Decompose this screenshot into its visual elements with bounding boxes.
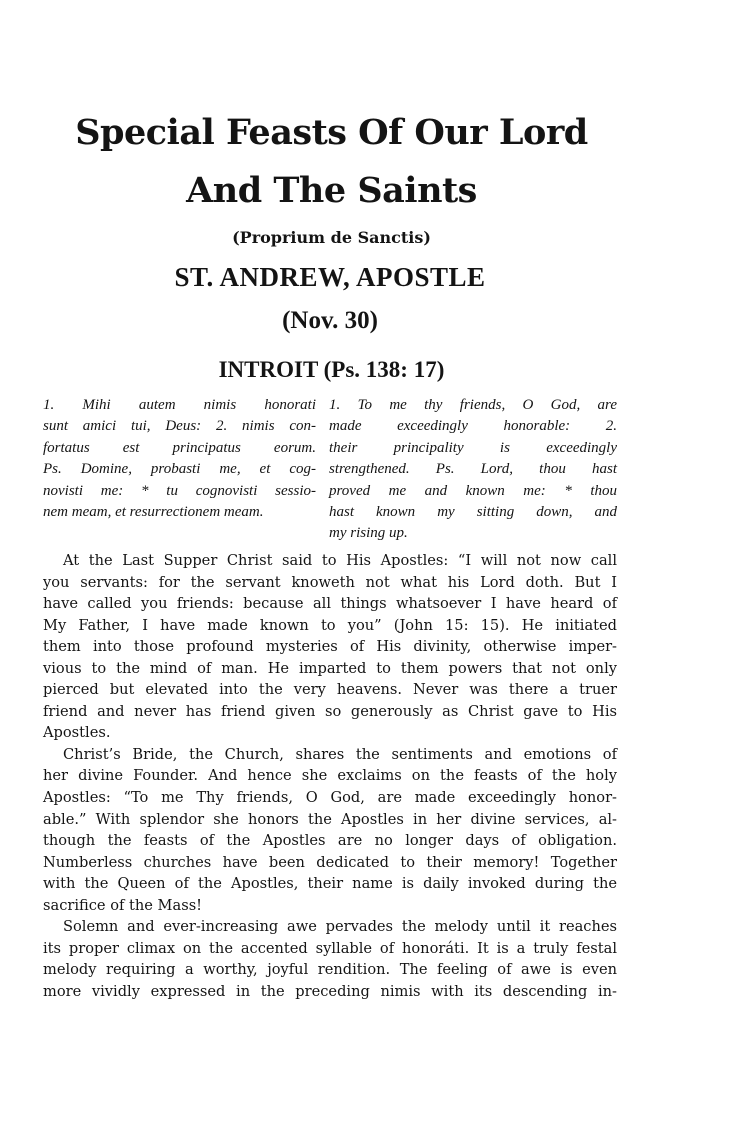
text-line: you servants: for the servant knoweth not what his Lord doth. But I <box>43 573 617 591</box>
text-line: My Father, I have made known to you” (John 15: 15). He initiated <box>43 616 617 634</box>
feast-heading: ST. ANDREW, APOSTLE <box>174 262 486 292</box>
text-line: Apostles: “To me Thy friends, O God, are made exceedingly honor- <box>43 789 617 807</box>
introit-heading: INTROIT (Ps. 138: 17) <box>218 357 445 382</box>
english-line: strengthened. Ps. Lord, thou hast <box>329 461 617 478</box>
paragraph-last-supper <box>43 550 617 744</box>
page-title-line-1: Special Feasts Of Our Lord <box>75 112 588 153</box>
latin-line: Ps. Domine, probasti me, et cog- <box>43 461 316 478</box>
text-line: melody requiring a worthy, joyful rendition. The feeling of awe is even <box>43 961 617 979</box>
paragraph-melody <box>43 916 617 1002</box>
paragraph-church <box>43 744 617 916</box>
latin-line: novisti me: * tu cognovisti sessio- <box>43 482 316 499</box>
text-line: Christ’s Bride, the Church, shares the sentiments and emotions of <box>63 745 617 763</box>
text-line: vious to the mind of man. He imparted to them powers that not only <box>43 659 617 677</box>
english-line: proved me and known me: * thou <box>329 482 617 499</box>
text-line: with the Queen of the Apostles, their name is daily invoked during the <box>43 875 617 893</box>
english-line: hast known my sitting down, and <box>329 504 617 521</box>
text-line: able.” With splendor she honors the Apostles in her divine services, al- <box>43 810 617 828</box>
text-line: its proper climax on the accented syllable of honoráti. It is a truly festal <box>43 939 617 957</box>
text-line: Apostles. <box>43 724 111 742</box>
english-line: my rising up. <box>329 525 408 542</box>
latin-line: 1. Mihi autem nimis honorati <box>43 397 316 413</box>
text-line: sacrifice of the Mass! <box>43 896 203 914</box>
text-line: though the feasts of the Apostles are no longer days of obligation. <box>43 832 617 850</box>
page-title-line-2: And The Saints <box>186 170 477 211</box>
feast-date: (Nov. 30) <box>282 307 378 334</box>
text-line: more vividly expressed in the preceding nimis with its descending in- <box>43 982 617 1000</box>
text-line: Solemn and ever-increasing awe pervades the melody until it reaches <box>63 918 617 936</box>
text-line: pierced but elevated into the very heavens. Never was there a truer <box>43 681 617 699</box>
english-line: made exceedingly honorable: 2. <box>329 418 617 435</box>
commentary-text <box>43 550 617 1002</box>
text-line: them into those profound mysteries of His divinity, otherwise imper- <box>43 638 617 656</box>
english-line: 1. To me thy friends, O God, are <box>329 397 617 413</box>
text-line: Numberless churches have been dedicated to their memory! Together <box>43 853 617 871</box>
latin-line: fortatus est principatus eorum. <box>43 439 316 456</box>
text-line: have called you friends: because all things whatsoever I have heard of <box>43 595 617 613</box>
introit-english-column <box>329 395 617 545</box>
text-line: At the Last Supper Christ said to His Apostles: “I will not now call <box>63 552 617 569</box>
latin-line: nem meam, et resurrectionem meam. <box>43 504 264 521</box>
latin-subtitle: (Proprium de Sanctis) <box>232 228 431 247</box>
latin-line: sunt amici tui, Deus: 2. nimis con- <box>43 418 316 435</box>
text-line: friend and never has friend given so generously as Christ gave to His <box>43 702 617 720</box>
introit-latin-column <box>43 395 316 523</box>
text-line: her divine Founder. And hence she exclaims on the feasts of the holy <box>43 767 617 785</box>
english-line: their principality is exceedingly <box>329 439 617 456</box>
